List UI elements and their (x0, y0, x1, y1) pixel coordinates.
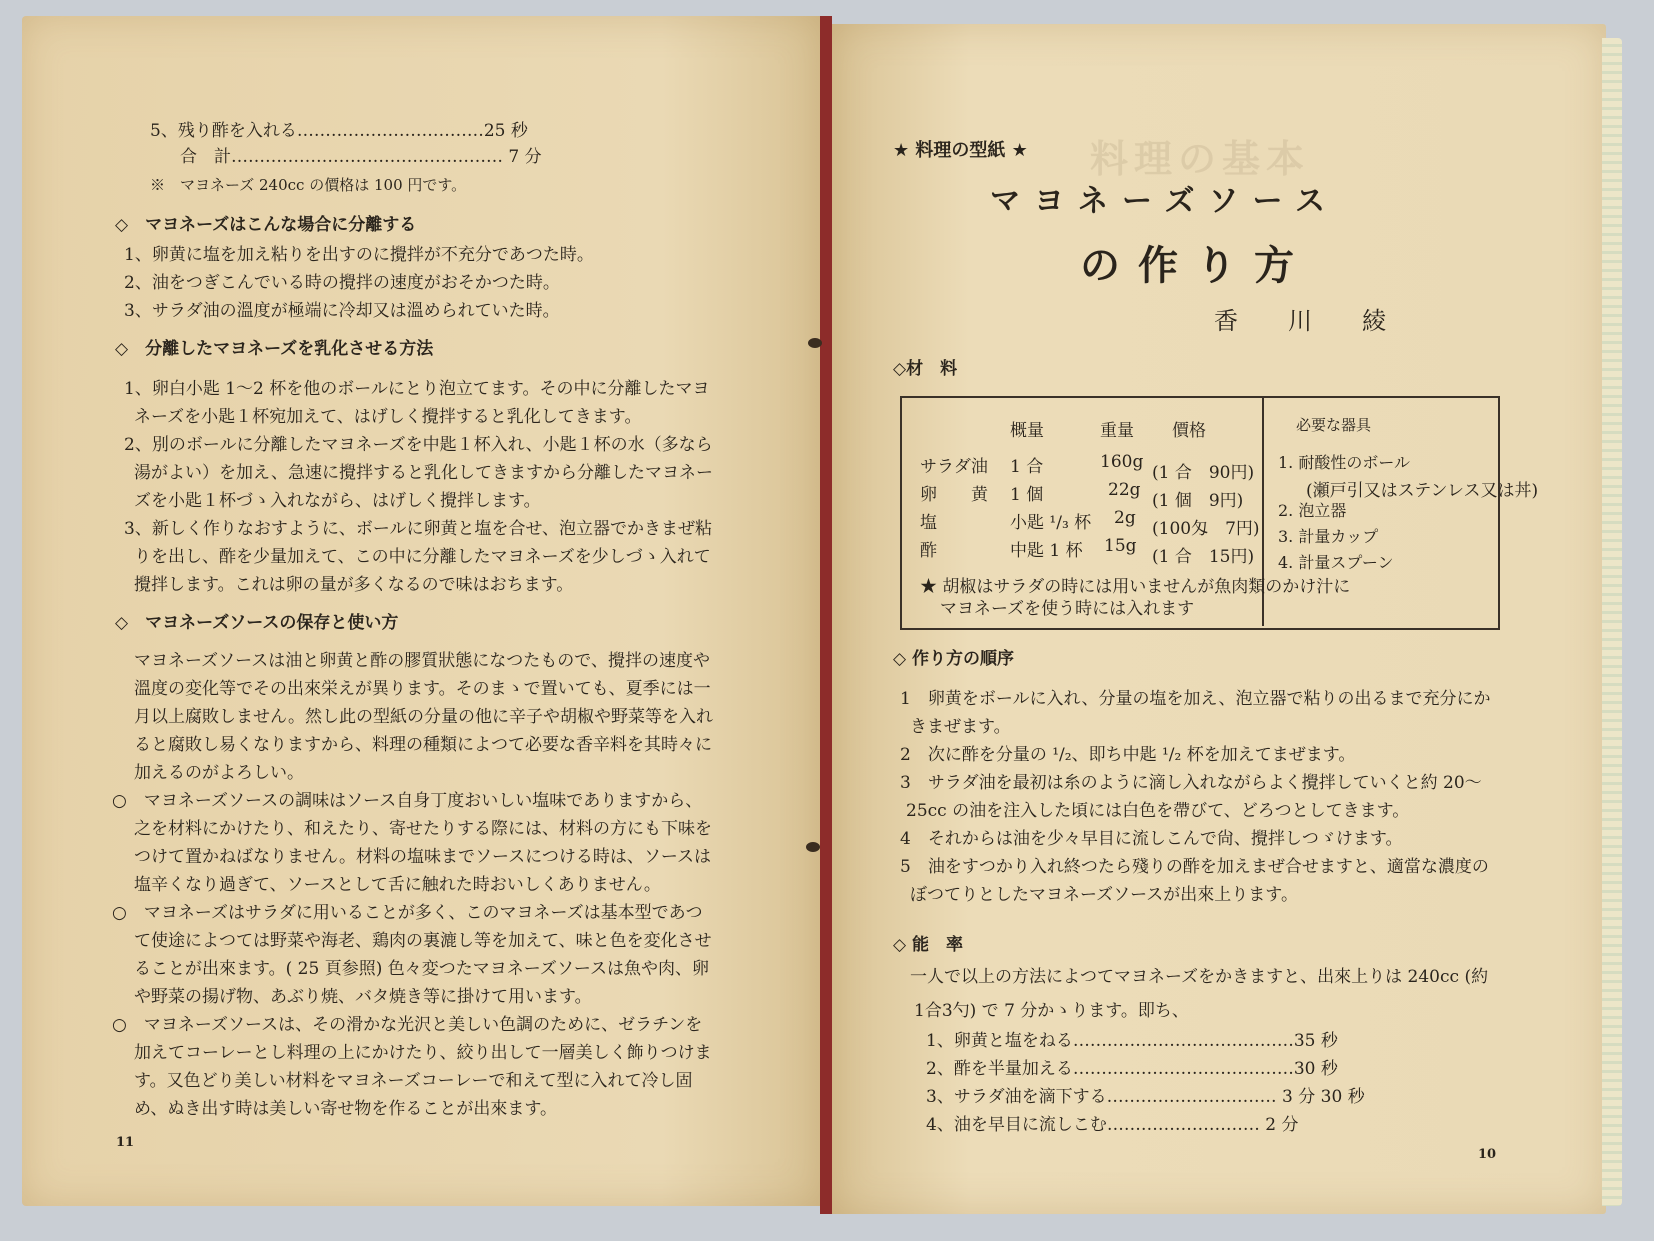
materials-heading: ◇材 料 (893, 359, 958, 379)
title-line-1: マヨネーズソース (990, 184, 1339, 219)
text-line: 加えてコーレーとし料理の上にかけたり、絞り出して一層美しく飾りつけま (134, 1043, 712, 1063)
tools-heading: 必要な器具 (1296, 416, 1372, 434)
faint-show-through-text: 料理の基本 (1090, 136, 1311, 181)
efficiency-heading: ◇ 能 率 (893, 935, 963, 955)
text-line: ネーズを小匙１杯宛加えて、はげしく攪拌すると乳化してきます。 (134, 407, 642, 427)
text-line: マヨネーズソースは油と卵黄と酢の膠質狀態になつたもので、攪拌の速度や (134, 651, 710, 671)
title-line-2: の作り方 (1080, 242, 1312, 289)
text-line: 3、サラダ油の溫度が極端に冷却又は溫められていた時。 (124, 301, 560, 321)
ingredient-price: (100匁 7円) (1152, 519, 1260, 539)
text-line: 塩辛くなり過ぎて、ソースとして舌に触れた時おいしくありません。 (134, 875, 661, 895)
text-line: りを出し、酢を少量加えて、この中に分離したマヨネーズを少しづゝ入れて (134, 547, 711, 567)
binding-hole-icon (806, 842, 820, 852)
ingredient-name: 酢 (920, 541, 937, 561)
text-line: ることが出來ます。( 25 頁参照) 色々変つたマヨネーズソースは魚や肉、卵 (134, 959, 710, 979)
text-line: 月以上腐敗しません。然し此の型紙の分量の他に辛子や胡椒や野菜等を入れ (134, 707, 714, 727)
procedure-heading: ◇ 作り方の順序 (893, 649, 1014, 669)
tool-item: 4. 計量スプーン (1278, 553, 1394, 572)
text-line: ると腐敗し易くなりますから、料理の種類によつて必要な香辛料を其時々に (134, 735, 712, 755)
text-line: ○ マヨネーズソースは、その滑かな光沢と美しい色調のために、ゼラチンを (112, 1015, 703, 1035)
text-line: 湯がよい）を加え、急速に攪拌すると乳化してきますから分離したマヨネー (134, 463, 714, 483)
ingredient-price: (1 個 9円) (1152, 491, 1244, 511)
page-edges (1602, 38, 1622, 1206)
ingredient-approx: 1 個 (1010, 485, 1044, 505)
procedure-line: 5 油をすつかり入れ終つたら殘りの酢を加えまぜ合せますと、適當な濃度の (900, 857, 1489, 877)
procedure-line: ぼつてりとしたマヨネーズソースが出來上ります。 (910, 885, 1298, 905)
materials-note: マヨネーズを使う時には入れます (940, 599, 1195, 619)
series-label: ★ 料理の型紙 ★ (893, 140, 1028, 161)
column-header: 重量 (1100, 421, 1134, 441)
text-line: 1、卵黄に塩を加え粘りを出すのに攪拌が不充分であつた時。 (124, 245, 594, 265)
tool-note: (瀬戸引又はステンレス又は丼) (1306, 481, 1539, 501)
ingredient-name: 塩 (920, 513, 937, 533)
column-header: 概量 (1010, 421, 1044, 441)
author-name: 香川綾 (1214, 307, 1436, 335)
timing-line: 2、酢を半量加える…………………………………30 秒 (926, 1059, 1338, 1079)
ingredient-approx: 中匙 1 杯 (1010, 541, 1083, 561)
ingredient-weight: 2g (1114, 508, 1136, 528)
timing-line: 3、サラダ油を滴下する………………………… 3 分 30 秒 (926, 1087, 1365, 1107)
tool-item: 3. 計量カップ (1278, 527, 1379, 546)
text-line: 1、卵白小匙 1～2 杯を他のボールにとり泡立てます。その中に分離したマヨ (124, 379, 710, 399)
procedure-line: 25cc の油を注入した頃には白色を帶びて、どろつとしてきます。 (906, 801, 1410, 821)
text-line: や野菜の揚げ物、あぶり焼、バタ焼き等に掛けて用います。 (134, 987, 592, 1007)
tool-item: 2. 泡立器 (1278, 501, 1347, 520)
ingredient-name: 卵 黄 (920, 485, 988, 505)
ingredient-approx: 1 合 (1010, 457, 1044, 477)
ingredient-name: サラダ油 (920, 457, 988, 477)
procedure-line: 4 それからは油を少々早目に流しこんで尙、攪拌しつゞけます。 (900, 829, 1403, 849)
text-line: 合 計………………………………………… 7 分 (180, 147, 542, 167)
section-heading: ◇ マヨネーズはこんな場合に分離する (115, 215, 417, 235)
column-header: 價格 (1172, 421, 1206, 441)
procedure-line: きまぜます。 (910, 717, 1011, 737)
procedure-line: 1 卵黄をボールに入れ、分量の塩を加え、泡立器で粘りの出るまで充分にか (900, 689, 1491, 709)
text-line: て使途によつては野菜や海老、鶏肉の裏漉し等を加えて、味と色を変化させ (134, 931, 712, 951)
procedure-line: 2 次に酢を分量の ¹/₂、即ち中匙 ¹/₂ 杯を加えてまぜます。 (900, 745, 1356, 765)
materials-note: ★ 胡椒はサラダの時には用いませんが魚肉類のかけ汁に (920, 577, 1351, 597)
ingredient-price: (1 合 90円) (1152, 463, 1255, 483)
text-line: 加えるのがよろしい。 (134, 763, 304, 783)
text-line: 之を材料にかけたり、和えたり、寄せたりする際には、材料の方にも下味を (134, 819, 712, 839)
price-note: ※ マヨネーズ 240cc の價格は 100 円です。 (150, 176, 467, 194)
text-line: ○ マヨネーズはサラダに用いることが多く、このマヨネーズは基本型であつ (112, 903, 703, 923)
text-line: 2、別のボールに分離したマヨネーズを中匙１杯入れ、小匙１杯の水（多なら (124, 435, 713, 455)
timing-line: 4、油を早目に流しこむ……………………… 2 分 (926, 1115, 1299, 1135)
text-line: 溫度の変化等でその出來栄えが異ります。そのまゝで置いても、夏季には一 (134, 679, 711, 699)
text-line: ○ マヨネーズソースの調味はソース自身丁度おいしい塩味でありますから、 (112, 791, 703, 811)
text-line: つけて置かねばなりません。材料の塩味までソースにつける時は、ソースは (134, 847, 711, 867)
text-line: 攪拌します。これは卵の量が多くなるので味はおちます。 (134, 575, 574, 595)
ingredient-price: (1 合 15円) (1152, 547, 1255, 567)
section-heading: ◇ 分離したマヨネーズを乳化させる方法 (115, 339, 434, 359)
timing-line: 1、卵黄と塩をねる…………………………………35 秒 (926, 1031, 1338, 1051)
efficiency-line: 一人で以上の方法によつてマヨネーズをかきますと、出來上りは 240cc (約 (910, 967, 1489, 987)
tool-item: 1. 耐酸性のボール (1278, 453, 1411, 472)
ingredient-weight: 22g (1108, 480, 1141, 500)
book-spine (820, 16, 832, 1214)
text-line: す。又色どり美しい材料をマヨネーズコーレーで和えて型に入れて冷し固 (134, 1071, 693, 1091)
binding-hole-icon (808, 338, 822, 348)
ingredient-approx: 小匙 ¹/₃ 杯 (1010, 513, 1092, 533)
text-line: め、ぬき出す時は美しい寄せ物を作ることが出來ます。 (134, 1099, 557, 1119)
text-line: 3、新しく作りなおすように、ボールに卵黄と塩を合せ、泡立器でかきまぜ粘 (124, 519, 712, 539)
text-line: ズを小匙１杯づゝ入れながら、はげしく攪拌します。 (134, 491, 541, 511)
text-line: 2、油をつぎこんでいる時の攪拌の速度がおそかつた時。 (124, 273, 560, 293)
ingredient-weight: 160g (1100, 452, 1144, 472)
procedure-line: 3 サラダ油を最初は糸のように滴し入れながらよく攪拌していくと約 20～ (900, 773, 1482, 793)
page-number: 10 (1478, 1147, 1497, 1162)
page-number: 11 (116, 1135, 135, 1150)
efficiency-line: 1合3勺) で 7 分かゝります。即ち、 (914, 1001, 1189, 1021)
section-heading: ◇ マヨネーズソースの保存と使い方 (115, 613, 399, 633)
ingredient-weight: 15g (1104, 536, 1137, 556)
text-line: 5、残り酢を入れる……………………………25 秒 (150, 121, 528, 141)
